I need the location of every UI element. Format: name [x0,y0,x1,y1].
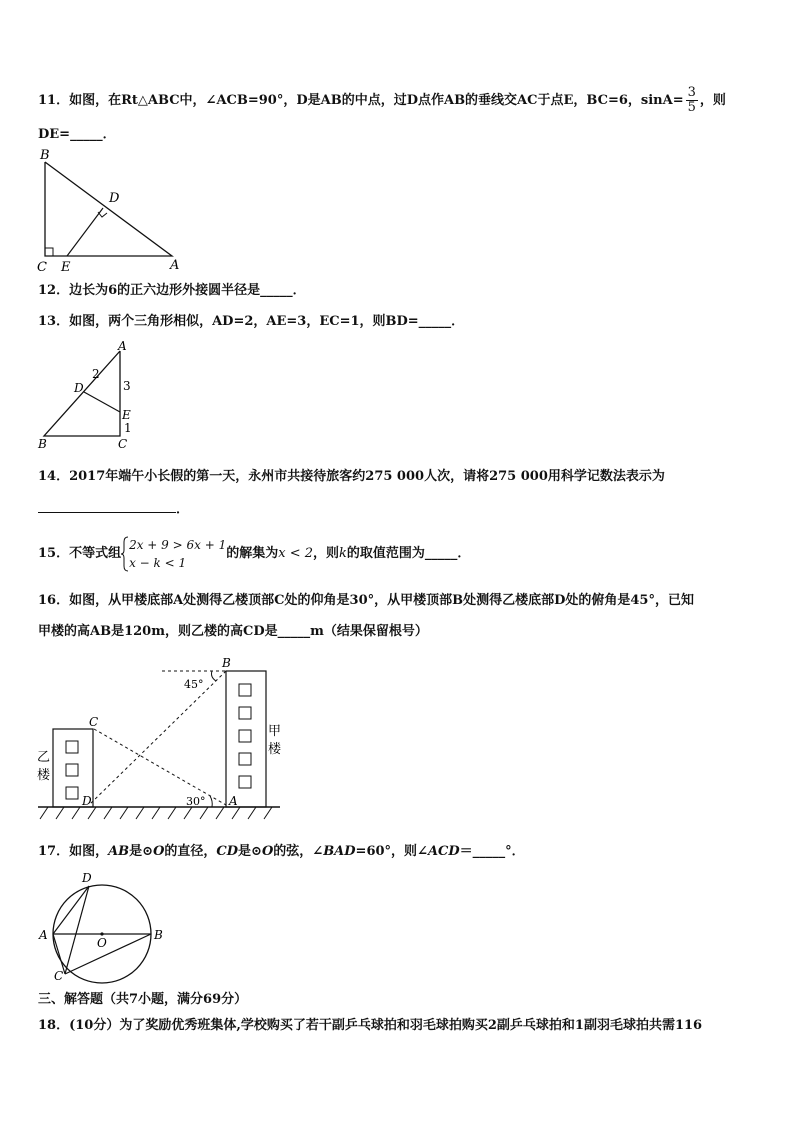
q16-window [239,776,251,788]
q16-label-yi: 乙 [37,750,51,765]
q13-num-1: 1 [124,421,132,435]
q11-figure [34,145,194,275]
q16-arc-45 [212,671,217,681]
q11-fraction [686,86,698,115]
q16-window [66,787,78,799]
q17-part: 是⊙ [129,844,154,859]
q13-num-2: 2 [92,367,100,381]
q13-text: 13．如图，两个三角形相似，AD=2，AE=3，EC=1，则BD=_____． [38,314,465,329]
q17-part: O [261,844,274,859]
q17-part: O [153,844,165,859]
q16-ground-hatch [40,807,272,819]
q16-line-bd [89,671,226,805]
q14-text: 14．2017年端午小长假的第一天，永州市共接待旅客约275 000人次，请将275 000用科学记数法表示为 [38,469,665,484]
q13-label-c: C [118,437,128,451]
q11-line2: DE=_____． [38,127,116,142]
q11-line1 [38,86,726,115]
q11-triangle [45,162,172,256]
q17-chord-ad [53,886,89,934]
q17-label-b: B [154,928,163,942]
q17-part: AB [108,844,130,859]
q15-brace [121,536,129,572]
q13-label-e: E [122,408,131,422]
q16-figure [34,655,294,825]
q11-text-before: 11．如图，在Rt△ABC中，∠ACB=90°，D是AB的中点，过D点作AB的垂线交AC于点E，BC=6，sinA= [38,93,684,108]
q15-after: 的取值范围为_____． [346,546,471,561]
q13-figure [34,340,144,455]
q17-label-a: A [39,928,48,942]
q16-window [66,741,78,753]
q15-after-prefix: ，则 [313,546,340,561]
q15-row1: 2x + 9 > 6x + 1 [129,538,227,552]
q11-segment-de [67,208,103,256]
q13-num-3: 3 [123,379,131,393]
q17-part: 17．如图， [38,844,109,859]
q16-label-d: D [82,794,92,808]
q11-frac-num: 3 [687,85,696,100]
q17-part: ACD [427,844,460,859]
q11-frac-den: 5 [687,100,696,115]
q16-label-a: A [229,794,238,808]
q11-label-e: E [61,260,71,275]
q16-label-lou1: 楼 [37,768,51,783]
q17-label-d: D [82,871,92,885]
q16-arc-30 [210,796,212,807]
q16-window [66,764,78,776]
q17-part: BAD [323,844,356,859]
q16-line-ac [94,729,226,805]
q15-middle: 的解集为 [226,546,279,561]
q15-row2: x − k < 1 [129,556,187,570]
q11-label-d: D [109,191,120,206]
q11-label-c: C [37,260,47,275]
q17-part: 的弦，∠ [273,844,324,859]
q17-label-o: O [97,936,107,950]
q14-answer-line [38,500,189,519]
q16-angle-30: 30° [186,795,206,808]
q13-label-b: B [38,437,47,451]
q16-line1: 16．如图，从甲楼底部A处测得乙楼顶部C处的仰角是30°，从甲楼顶部B处测得乙楼底部D处的俯角是45°，已知 [38,593,694,608]
q16-window [239,684,251,696]
q13-label-a: A [118,340,127,353]
q16-angle-45: 45° [184,678,204,691]
q12-text: 12．边长为6的正六边形外接圆半径是_____． [38,283,306,298]
q13-segment-de [84,392,120,412]
q17-part: 是⊙ [238,844,262,859]
q17-text [38,843,525,861]
q17-part: CD [216,844,239,859]
q16-building-jia [226,671,266,807]
q16-label-lou2: 楼 [268,742,282,757]
q16-window [239,753,251,765]
q15-k: k [339,546,347,561]
q17-part: 的直径， [164,844,217,859]
q17-figure [34,868,174,986]
q17-part: ＝_____°． [459,844,525,859]
q15-cond: x < 2 [278,546,313,561]
q17-chord-ac [53,934,65,974]
q17-label-c: C [54,969,64,983]
q11-text-after: ，则 [699,93,726,108]
q14-blank [38,500,176,513]
q16-line2: 甲楼的高AB是120m，则乙楼的高CD是_____m（结果保留根号） [38,624,428,639]
q11-label-a: A [170,258,180,273]
q13-label-d: D [74,381,84,395]
q16-window [239,707,251,719]
q16-label-b: B [222,656,231,670]
q15-before: 15．不等式组 [38,546,122,561]
q11-right-angle-c [45,248,53,256]
q16-label-c: C [89,715,99,729]
section3-title: 三、解答题（共7小题，满分69分） [38,992,248,1007]
q17-chord-cd [65,886,89,974]
q15-line [38,534,470,574]
q18-text: 18．(10分）为了奖励优秀班集体,学校购买了若干副乒乓球拍和羽毛球拍购买2副乒乓球拍和1副羽毛球拍共需116 [38,1018,703,1033]
q17-part: =60°，则∠ [355,844,428,859]
q16-window [239,730,251,742]
q16-label-jia: 甲 [268,724,282,739]
q11-label-b: B [40,148,50,163]
q14-period: ． [176,502,190,517]
q15-system [121,536,226,572]
